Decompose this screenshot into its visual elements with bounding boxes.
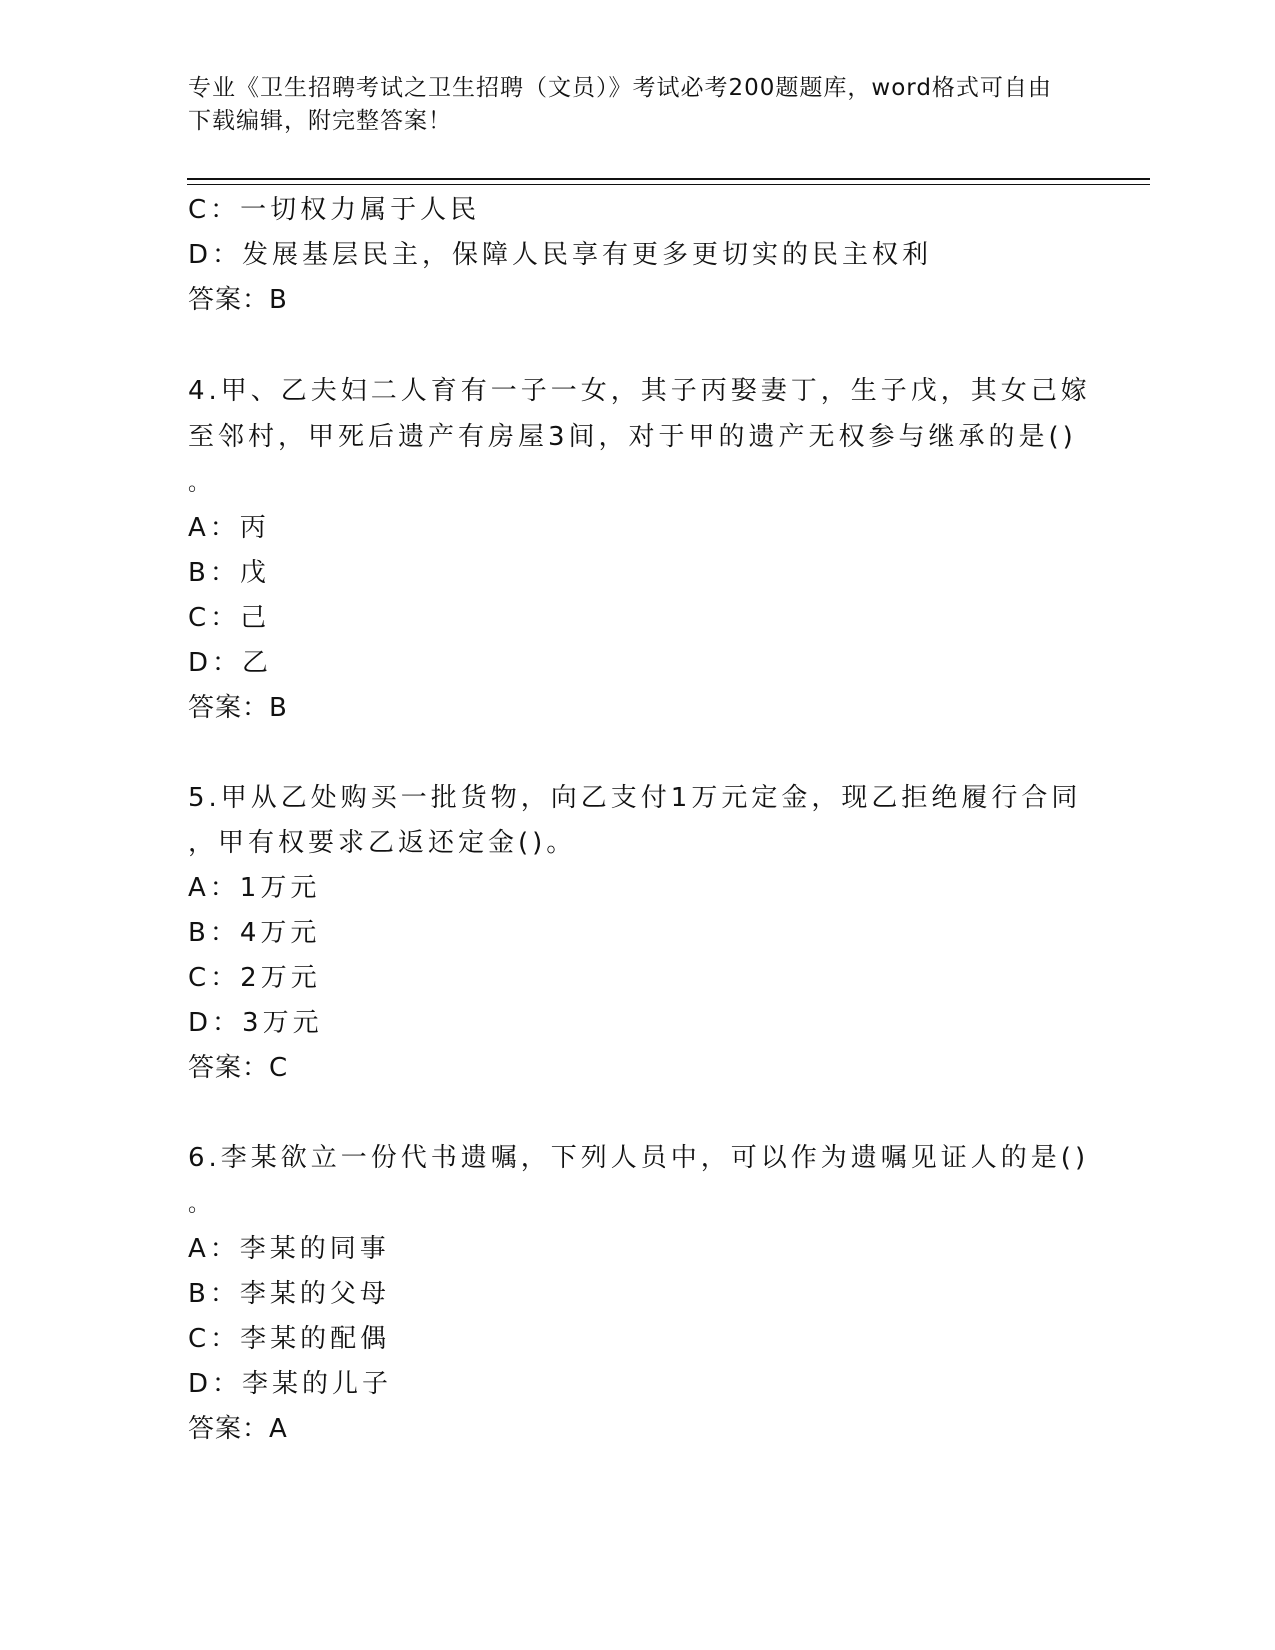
q6-option-c: C：李某的配偶 — [188, 1324, 391, 1354]
q6-answer: 答案：A — [188, 1414, 288, 1444]
q5-stem-line-1: 5.甲从乙处购买一批货物，向乙支付1万元定金，现乙拒绝履行合同 — [188, 783, 1082, 813]
q6-option-a: A：李某的同事 — [188, 1234, 390, 1264]
q5-option-a: A：1万元 — [188, 873, 321, 903]
q4-stem-line-2: 至邻村，甲死后遗产有房屋3间，对于甲的遗产无权参与继承的是() — [188, 422, 1077, 452]
q4-option-d: D：乙 — [188, 648, 273, 678]
q4-option-b: B：戊 — [188, 558, 270, 588]
q3-answer: 答案：B — [188, 285, 288, 315]
q3-option-c: C：一切权力属于人民 — [188, 195, 481, 225]
q6-option-d: D：李某的儿子 — [188, 1369, 393, 1399]
q4-option-a: A：丙 — [188, 513, 270, 543]
q5-answer: 答案：C — [188, 1053, 289, 1083]
header-divider-thin — [187, 184, 1150, 185]
q6-option-b: B：李某的父母 — [188, 1279, 390, 1309]
q4-answer: 答案：B — [188, 693, 288, 723]
q5-option-c: C：2万元 — [188, 963, 321, 993]
q5-stem-line-2: ，甲有权要求乙返还定金()。 — [188, 828, 577, 858]
header-divider-thick — [187, 178, 1150, 180]
q5-option-d: D：3万元 — [188, 1008, 323, 1038]
q5-option-b: B：4万元 — [188, 918, 321, 948]
q4-stem-line-3: 。 — [188, 471, 215, 496]
q6-stem-line-2: 。 — [188, 1192, 215, 1217]
q6-stem-line-1: 6.李某欲立一份代书遗嘱，下列人员中，可以作为遗嘱见证人的是() — [188, 1143, 1090, 1173]
document-header: 专业《卫生招聘考试之卫生招聘（文员）》考试必考200题题库，word格式可自由下载编辑，附完整答案！ — [188, 75, 1052, 134]
q3-option-d: D：发展基层民主，保障人民享有更多更切实的民主权利 — [188, 240, 933, 270]
q4-option-c: C：己 — [188, 603, 271, 633]
q4-stem-line-1: 4.甲、乙夫妇二人育有一子一女，其子丙娶妻丁，生子戊，其女己嫁 — [188, 376, 1091, 406]
